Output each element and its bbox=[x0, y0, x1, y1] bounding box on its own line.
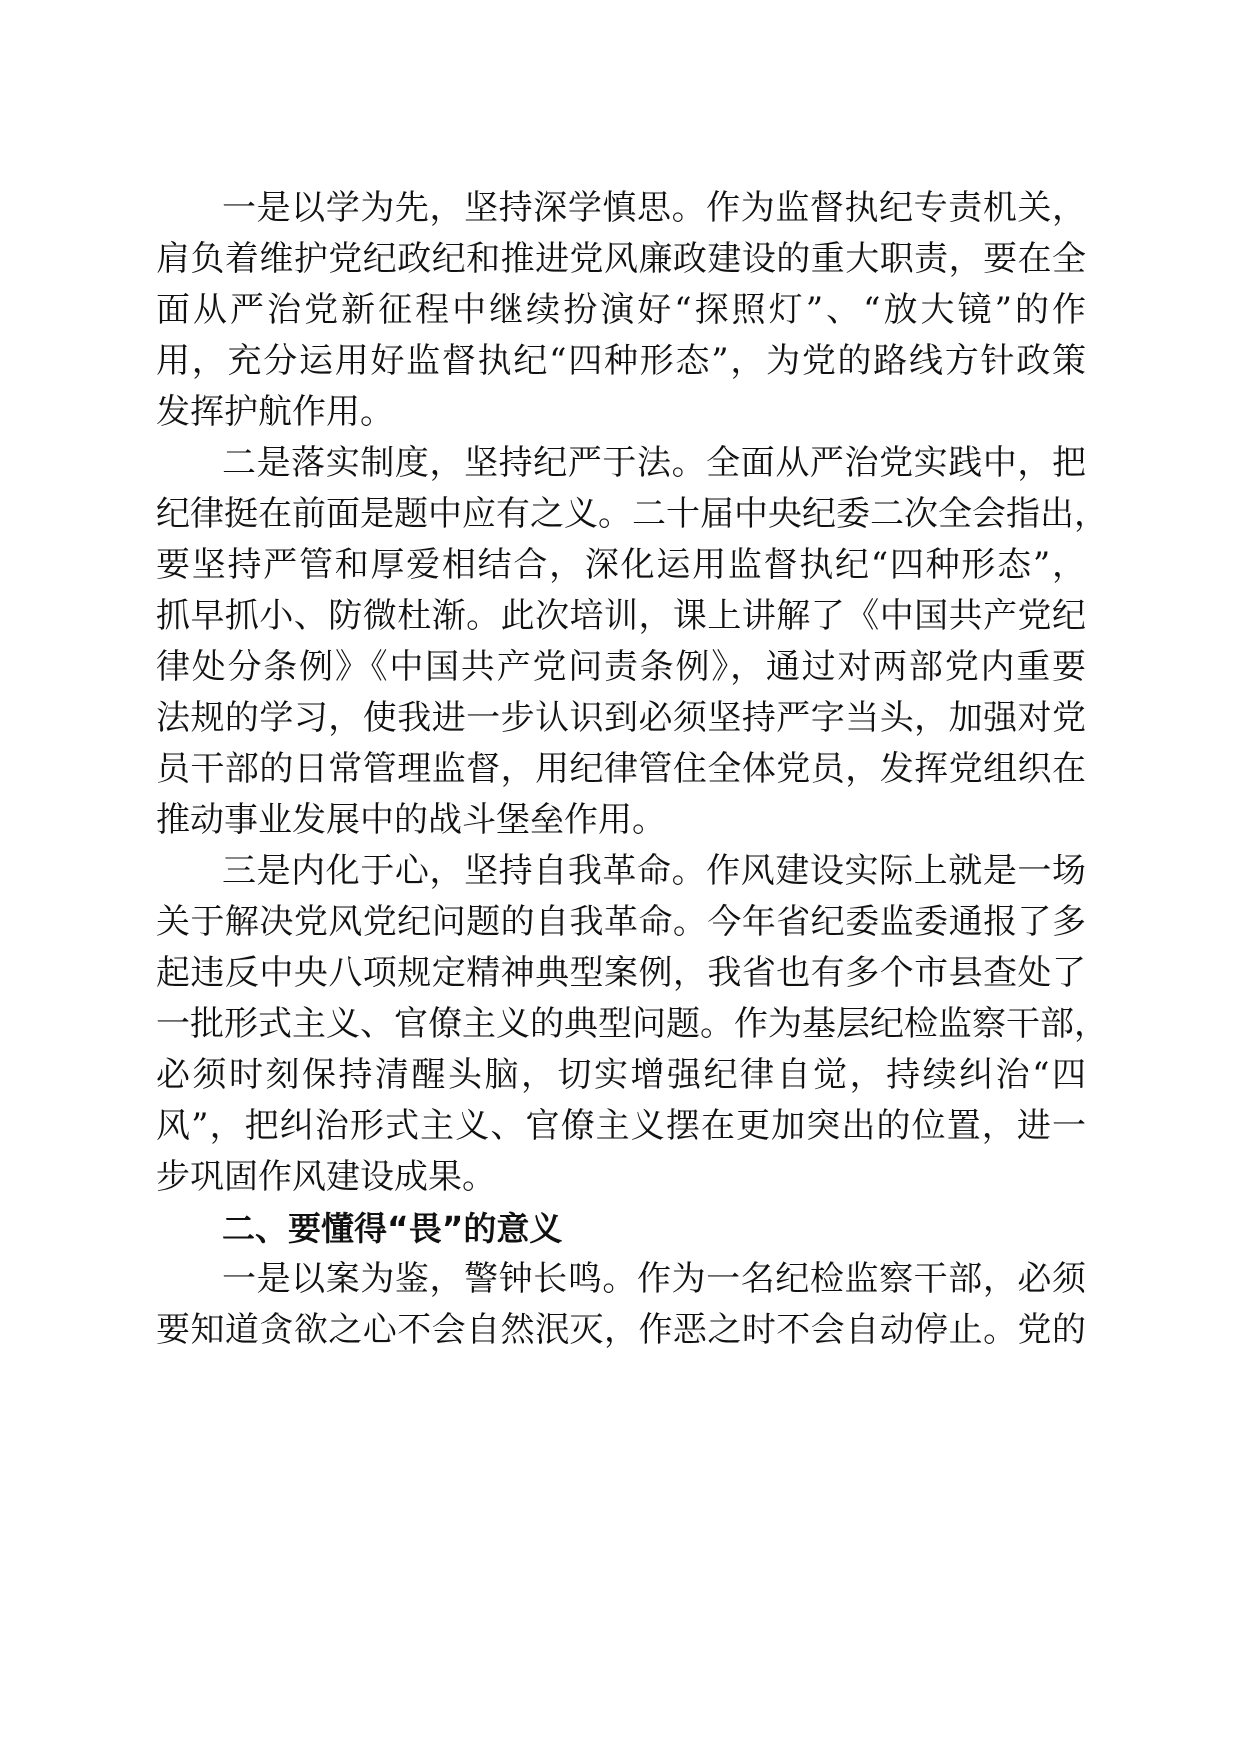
paragraph-line: 用，充分运用好监督执纪“四种形态”，为党的路线方针政策 bbox=[156, 341, 1086, 381]
paragraph-line: 步巩固作风建设成果。 bbox=[156, 1157, 496, 1197]
paragraph-line: 发挥护航作用。 bbox=[156, 392, 394, 432]
paragraph-3 bbox=[156, 846, 1108, 1203]
paragraph-line: 抓早抓小、防微杜渐。此次培训，课上讲解了《中国共产党纪 bbox=[156, 596, 1086, 636]
paragraph-line: 纪律挺在前面是题中应有之义。二十届中央纪委二次全会指出， bbox=[156, 494, 1108, 534]
paragraph-line: 要知道贪欲之心不会自然泯灭，作恶之时不会自动停止。党的 bbox=[156, 1310, 1086, 1350]
paragraph-line: 律处分条例》《中国共产党问责条例》，通过对两部党内重要 bbox=[156, 647, 1086, 687]
paragraph-line: 一批形式主义、官僚主义的典型问题。作为基层纪检监察干部， bbox=[156, 1004, 1108, 1044]
paragraph-4 bbox=[156, 1254, 1086, 1356]
document-body bbox=[156, 183, 1108, 1356]
paragraph-2 bbox=[156, 438, 1108, 846]
paragraph-line: 法规的学习，使我进一步认识到必须坚持严字当头，加强对党 bbox=[156, 698, 1086, 738]
paragraph-1 bbox=[156, 183, 1086, 438]
paragraph-line: 要坚持严管和厚爱相结合，深化运用监督执纪“四种形态”， bbox=[156, 545, 1086, 585]
paragraph-line: 员干部的日常管理监督，用纪律管住全体党员，发挥党组织在 bbox=[156, 749, 1086, 789]
paragraph-line: 一是以案为鉴，警钟长鸣。作为一名纪检监察干部，必须 bbox=[222, 1259, 1086, 1299]
paragraph-line: 三是内化于心，坚持自我革命。作风建设实际上就是一场 bbox=[222, 851, 1086, 891]
paragraph-line: 二是落实制度，坚持纪严于法。全面从严治党实践中，把 bbox=[222, 443, 1086, 483]
section-heading: 二、要懂得“畏”的意义 bbox=[222, 1209, 563, 1248]
paragraph-line: 关于解决党风党纪问题的自我革命。今年省纪委监委通报了多 bbox=[156, 902, 1086, 942]
paragraph-line: 推动事业发展中的战斗堡垒作用。 bbox=[156, 800, 666, 840]
paragraph-line: 肩负着维护党纪政纪和推进党风廉政建设的重大职责，要在全 bbox=[156, 239, 1086, 279]
paragraph-line: 风”，把纠治形式主义、官僚主义摆在更加突出的位置，进一 bbox=[156, 1106, 1086, 1146]
paragraph-line: 必须时刻保持清醒头脑，切实增强纪律自觉，持续纠治“四 bbox=[156, 1055, 1086, 1095]
paragraph-line: 面从严治党新征程中继续扮演好“探照灯”、“放大镜”的作 bbox=[156, 290, 1086, 330]
paragraph-line: 起违反中央八项规定精神典型案例，我省也有多个市县查处了 bbox=[156, 953, 1086, 993]
paragraph-line: 一是以学为先，坚持深学慎思。作为监督执纪专责机关， bbox=[222, 188, 1086, 228]
